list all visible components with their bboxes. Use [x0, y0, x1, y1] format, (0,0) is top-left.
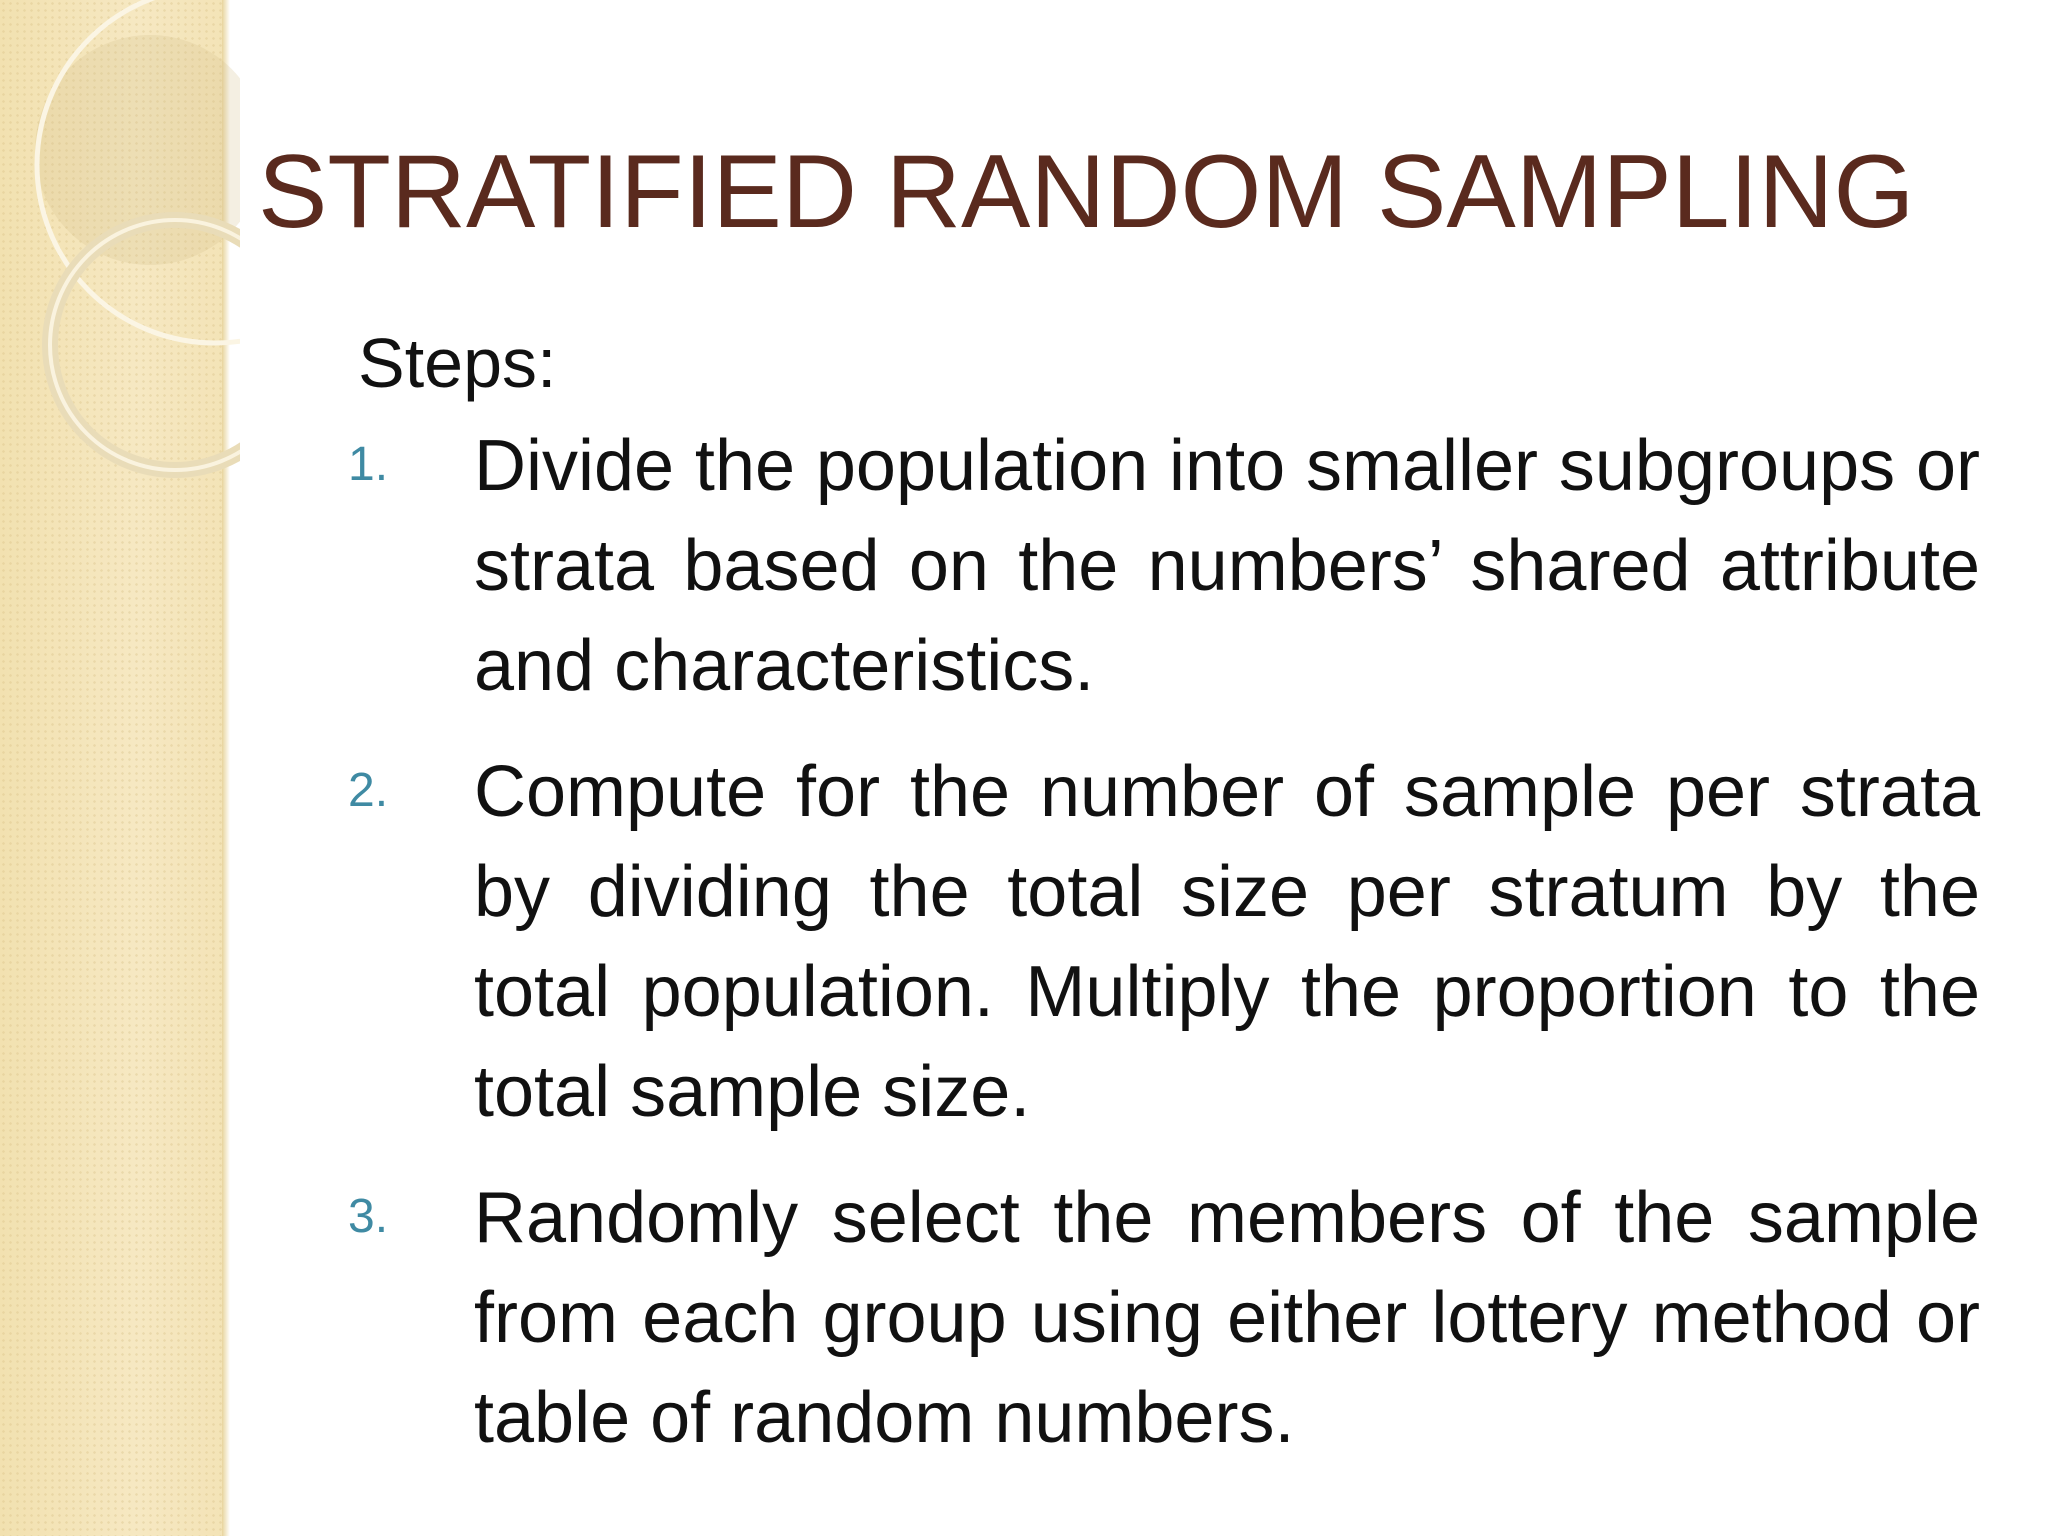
decorative-rings-icon: [0, 0, 240, 520]
step-text: Compute for the number of sample per strata by dividing the total size per stratum by the total population. Multiply the proportion to the total sample size.: [474, 752, 1980, 1132]
slide-title: STRATIFIED RANDOM SAMPLING: [258, 134, 1915, 250]
steps-label: Steps:: [358, 324, 557, 402]
steps-list: [348, 416, 1980, 1468]
step-text: Divide the population into smaller subgroups or strata based on the numbers’ shared attribute and characteristics.: [474, 426, 1980, 706]
step-number: 1.: [348, 438, 389, 491]
step-number: 3.: [348, 1190, 389, 1243]
slide-content: [348, 318, 1980, 1494]
list-item-step-3: [348, 1168, 1980, 1468]
list-item-step-1: [348, 416, 1980, 716]
list-item-step-2: [348, 742, 1980, 1142]
step-number: 2.: [348, 764, 389, 817]
step-text: Randomly select the members of the sample from each group using either lottery method or table of random numbers.: [474, 1178, 1980, 1458]
